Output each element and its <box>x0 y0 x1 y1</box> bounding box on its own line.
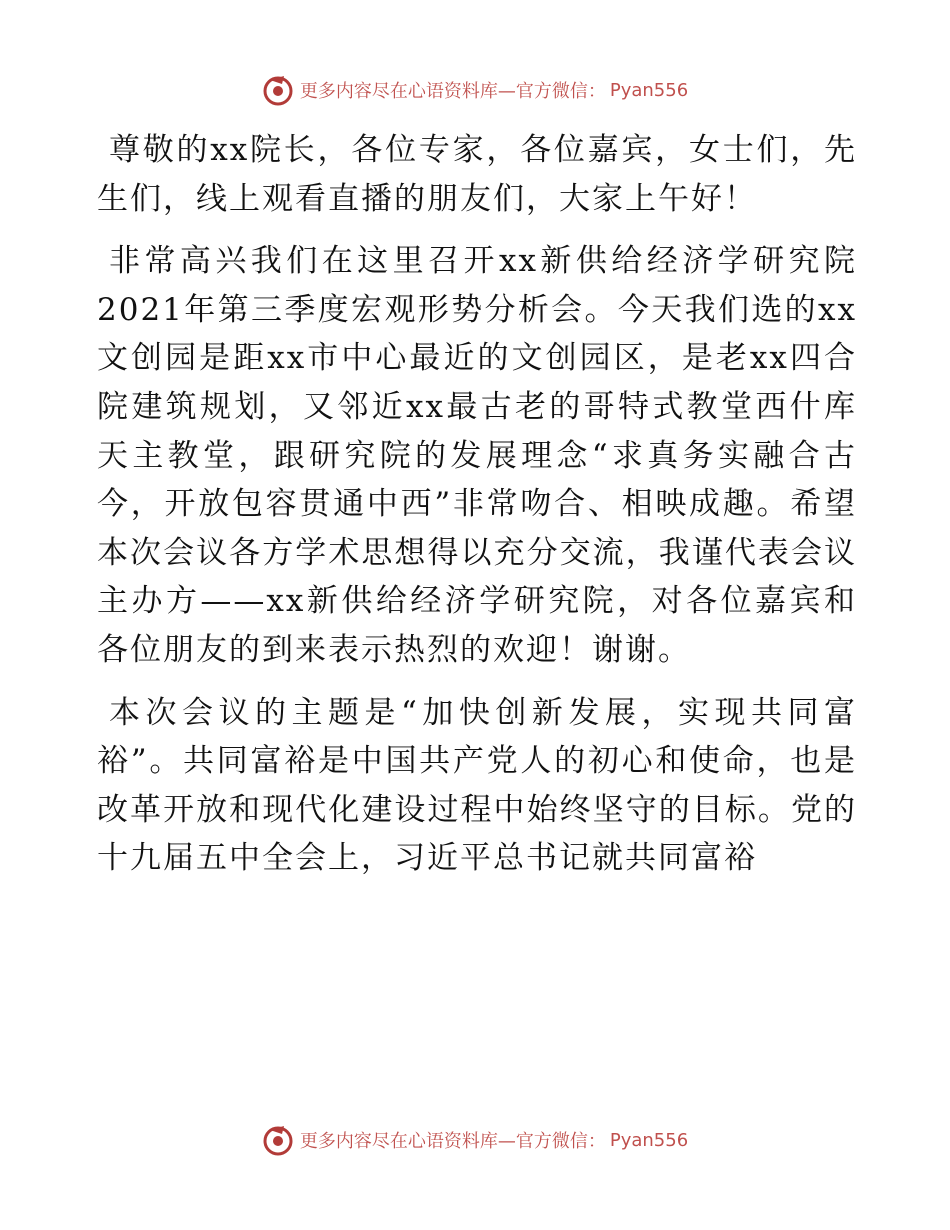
watermark-text: 更多内容尽在心语资料库—官方微信： <box>299 1131 606 1152</box>
brand-logo-icon <box>262 74 294 106</box>
watermark-handle: Pyan556 <box>609 79 689 101</box>
paragraph-greeting: 尊敬的xx院长，各位专家，各位嘉宾，女士们，先生们，线上观看直播的朋友们，大家上午好！ <box>97 132 857 217</box>
footer-watermark <box>0 1120 950 1160</box>
paragraph-theme: 本次会议的主题是“加快创新发展，实现共同富裕”。共同富裕是中国共产党人的初心和使命，也是改革开放和现代化建设过程中始终坚守的目标。党的十九届五中全会上，习近平总书记就共同富裕 <box>97 694 857 877</box>
document-body <box>97 126 857 897</box>
brand-logo-icon <box>262 1124 294 1156</box>
header-watermark <box>0 70 950 110</box>
watermark-handle: Pyan556 <box>609 1129 689 1151</box>
watermark-text: 更多内容尽在心语资料库—官方微信： <box>299 81 606 102</box>
paragraph-welcome: 非常高兴我们在这里召开xx新供给经济学研究院2021年第三季度宏观形势分析会。今天我们选的xx文创园是距xx市中心最近的文创园区，是老xx四合院建筑规划，又邻近xx最古老的哥特式教堂西什库天主教堂，跟研究院的发展理念“求真务实融合古今，开放包容贯通中西”非常吻合、相映成趣。希望本次会议各方学术思想得以充分交流，我谨代表会议主办方——xx新供给经济学研究院，对各位嘉宾和各位朋友的到来表示热烈的欢迎！谢谢。 <box>97 243 857 668</box>
